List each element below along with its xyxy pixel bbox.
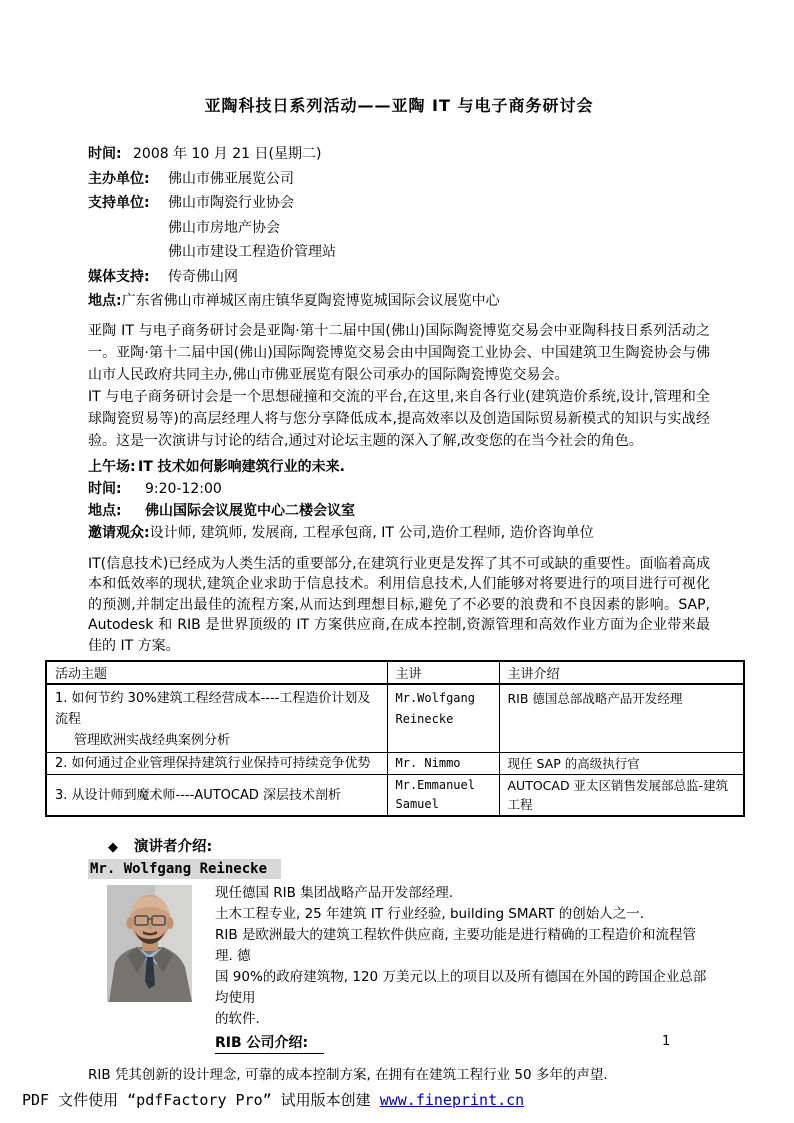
bio-line: 现任德国 RIB 集团战略产品开发部经理. <box>215 885 453 901</box>
bio-line: RIB 是欧洲最大的建筑工程软件供应商, 主要功能是进行精确的工程造价和流程管理. 德 <box>215 927 696 964</box>
footer-text: PDF 文件使用 “pdfFactory Pro” 试用版本创建 <box>22 1091 380 1109</box>
fineprint-link[interactable]: www.fineprint.cn <box>379 1091 525 1109</box>
session-label: 时间: <box>88 480 122 497</box>
info-value: 广东省佛山市禅城区南庄镇华夏陶瓷博览城国际会议展览中心 <box>121 293 500 309</box>
speaker-bio-block <box>88 883 710 1054</box>
info-label: 主办单位: <box>88 170 150 187</box>
intro-paragraph-2: IT 与电子商务研讨会是一个思想碰撞和交流的平台,在这里,来自各行业(建筑造价系统,设计,管理和全球陶瓷贸易等)的高层经理人将与您分享降低成本,提高效率以及创造国际贸易新模式的知识与实战经验。这是一次演讲与讨论的结合,通过对论坛主题的深入了解,改变您的在当今社会的角色。 <box>88 388 710 449</box>
cell-topic <box>46 684 387 753</box>
pdffactory-footer <box>22 1089 524 1110</box>
it-paragraph: IT(信息技术)已经成为人类生活的重要部分,在建筑行业更是发挥了其不可或缺的重要性。面临着高成本和低效率的现状,建筑企业求助于信息技术。利用信息技术,人们能够对将要进行的项目进行可视化的预测,并制定出最佳的流程方案,从而达到理想目标,避免了不必要的浪费和不良因素的影响。SAP, Autodesk 和 RIB 是世界顶级的 IT 方案供应商,在成本控制,资源管理和高效作业方面为企业带来最佳的 IT 方案。 <box>88 555 710 654</box>
info-label: 地点: <box>88 293 122 309</box>
session-label: 邀请观众: <box>88 524 150 541</box>
page-number: 1 <box>662 1034 671 1049</box>
info-row-media <box>88 265 710 290</box>
header-intro: 主讲介绍 <box>499 661 744 684</box>
session-row-time <box>88 478 710 500</box>
session-value: 9:20-12:00 <box>145 480 222 497</box>
agenda-table <box>45 660 745 817</box>
event-info-block <box>88 142 710 314</box>
bio-line: 土木工程专业, 25 年建筑 IT 行业经验, building SMART 的创始人之一. <box>215 906 644 922</box>
info-row-supporter <box>88 191 710 216</box>
cell-speaker: Mr.Emmanuel Samuel <box>387 775 499 817</box>
topic-line-2: 管理欧洲实战经典案例分析 <box>74 733 231 748</box>
session-value: 设计师, 建筑师, 发展商, 工程承包商, IT 公司,造价工程师, 造价咨询单位 <box>149 524 594 541</box>
info-row-organizer <box>88 167 710 192</box>
cell-intro: AUTOCAD 亚太区销售发展部总监-建筑工程 <box>499 775 744 817</box>
header-speaker: 主讲 <box>387 661 499 684</box>
intro-paragraph-1: 亚陶 IT 与电子商务研讨会是亚陶·第十二届中国(佛山)国际陶瓷博览交易会中亚陶科技日系列活动之一。亚陶·第十二届中国(佛山)国际陶瓷博览交易会由中国陶瓷工业协会、中国建筑卫生陶瓷协会与佛山市人民政府共同主办,佛山市佛亚展览有限公司承办的国际陶瓷博览交易会。 <box>88 322 710 383</box>
session-label: 地点: <box>88 502 122 519</box>
session-row-title <box>88 456 710 478</box>
info-value: 佛山市佛亚展览公司 <box>168 170 294 187</box>
info-value: 2008 年 10 月 21 日(星期二) <box>133 146 322 162</box>
speaker-photo <box>107 885 192 1002</box>
session-row-venue <box>88 500 710 522</box>
session-row-audience <box>88 522 710 544</box>
session-label: 上午场: <box>88 458 136 475</box>
bio-line: 的软件. <box>215 1011 260 1027</box>
cell-intro: RIB 德国总部战略产品开发经理 <box>499 684 744 753</box>
bio-line: 国 90%的政府建筑物, 120 万美元以上的项目以及所有德国在外国的跨国企业总部均使用 <box>215 969 707 1006</box>
table-row <box>46 753 744 775</box>
info-label: 媒体支持: <box>88 268 150 285</box>
speaker-name-highlight: Mr. Wolfgang Reinecke <box>88 859 281 879</box>
rib-company-heading: RIB 公司介绍: <box>215 1032 324 1054</box>
rib-company-line: RIB 凭其创新的设计理念, 可靠的成本控制方案, 在拥有在建筑工程行业 50 多年的声望. <box>88 1067 608 1083</box>
cell-topic: 3. 从设计师到魔术师----AUTOCAD 深层技术剖析 <box>46 775 387 817</box>
speakers-heading-text: 演讲者介绍: <box>134 839 213 855</box>
info-label: 支持单位: <box>88 195 150 211</box>
speaker-bio-text <box>215 883 710 1054</box>
session-value: IT 技术如何影响建筑行业的未来. <box>138 458 345 475</box>
cell-intro: 现任 SAP 的高级执行官 <box>499 753 744 775</box>
morning-session-block <box>88 456 710 544</box>
cell-speaker <box>387 684 499 753</box>
info-value: 佛山市房地产协会 <box>168 219 280 236</box>
topic-line-1: 1. 如何节约 30%建筑工程经营成本----工程造价计划及流程 <box>55 691 371 727</box>
cell-topic: 2. 如何通过企业管理保持建筑行业保持可持续竞争优势 <box>46 753 387 775</box>
table-row <box>46 684 744 753</box>
info-row-supporter-3 <box>168 240 710 265</box>
session-value: 佛山国际会议展览中心二楼会议室 <box>145 502 355 519</box>
page-title: 亚陶科技日系列活动——亚陶 IT 与电子商务研讨会 <box>204 96 594 115</box>
info-value: 传奇佛山网 <box>168 268 238 285</box>
info-row-venue <box>88 289 710 314</box>
speaker-line-2: Reinecke <box>395 712 454 726</box>
table-header-row <box>46 661 744 684</box>
header-topic: 活动主题 <box>46 661 387 684</box>
info-row-time <box>88 142 710 167</box>
info-row-supporter-2 <box>168 216 710 241</box>
document-content <box>55 0 729 1083</box>
info-value: 佛山市陶瓷行业协会 <box>168 195 294 211</box>
info-label: 时间: <box>88 146 122 162</box>
speakers-section-heading <box>88 835 710 856</box>
diamond-bullet-icon: ◆ <box>108 840 118 855</box>
table-row <box>46 775 744 817</box>
cell-speaker: Mr. Nimmo <box>387 753 499 775</box>
speaker-line-1: Mr.Wolfgang <box>395 691 475 705</box>
info-value: 佛山市建设工程造价管理站 <box>168 244 336 260</box>
